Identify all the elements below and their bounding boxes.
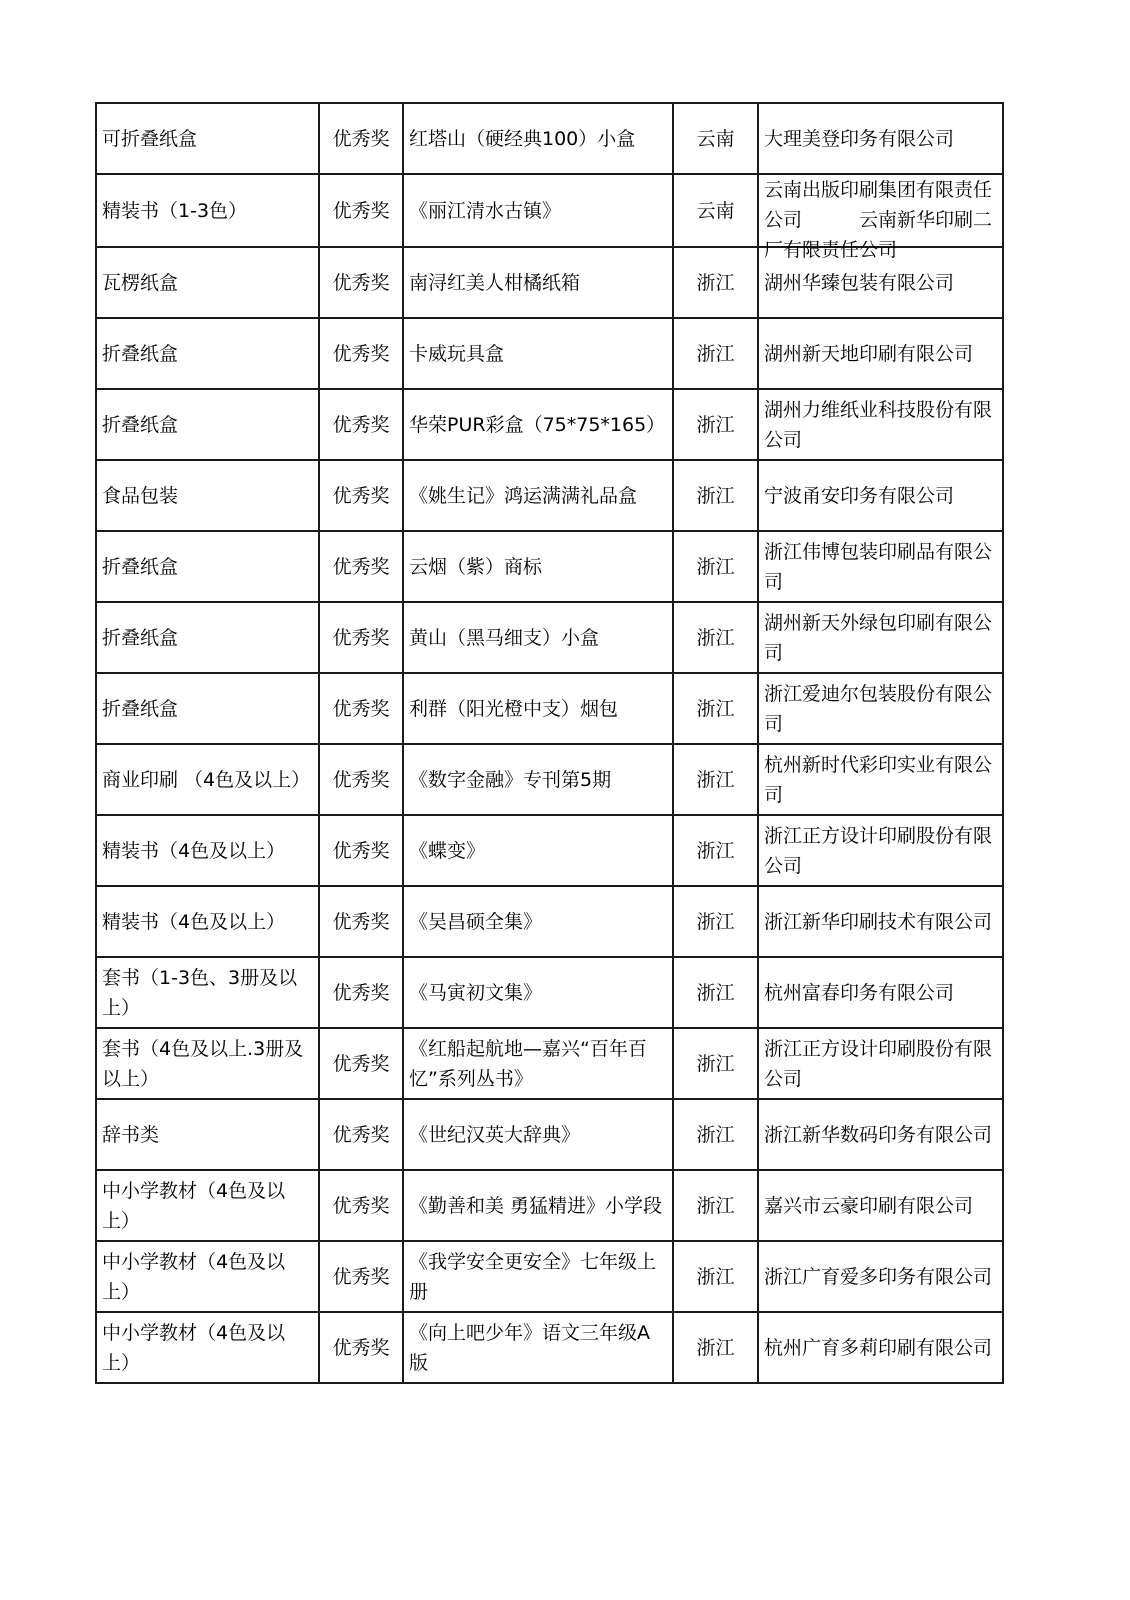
award-text: 优秀奖 bbox=[332, 127, 390, 150]
company-text: 浙江正方设计印刷股份有限公司 bbox=[764, 824, 993, 877]
table-row bbox=[96, 1170, 1003, 1241]
province-cell bbox=[673, 744, 758, 815]
work-text: 《向上吧少年》语文三年级A版 bbox=[409, 1321, 650, 1374]
award-text: 优秀奖 bbox=[332, 342, 390, 365]
province-cell bbox=[673, 460, 758, 531]
category-text: 精装书（4色及以上） bbox=[102, 910, 286, 933]
company-text: 杭州富春印务有限公司 bbox=[764, 981, 955, 1004]
table-row bbox=[96, 602, 1003, 673]
table-row bbox=[96, 957, 1003, 1028]
province-cell bbox=[673, 531, 758, 602]
category-text: 可折叠纸盒 bbox=[102, 127, 198, 150]
province-text: 浙江 bbox=[696, 555, 735, 578]
award-cell bbox=[319, 1312, 403, 1383]
award-text: 优秀奖 bbox=[332, 555, 390, 578]
award-list-sheet bbox=[95, 102, 1002, 1384]
work-text: 《红船起航地—嘉兴“百年百忆”系列丛书》 bbox=[409, 1037, 647, 1090]
table-row bbox=[96, 389, 1003, 460]
category-cell bbox=[96, 744, 319, 815]
category-cell bbox=[96, 318, 319, 389]
work-cell bbox=[403, 103, 673, 174]
category-text: 精装书（4色及以上） bbox=[102, 839, 286, 862]
award-cell bbox=[319, 174, 403, 247]
province-text: 浙江 bbox=[696, 839, 735, 862]
award-text: 优秀奖 bbox=[332, 981, 390, 1004]
company-text: 浙江广育爱多印务有限公司 bbox=[764, 1265, 993, 1288]
category-cell bbox=[96, 602, 319, 673]
category-cell bbox=[96, 815, 319, 886]
company-cell bbox=[758, 602, 1003, 673]
award-cell bbox=[319, 744, 403, 815]
category-cell bbox=[96, 103, 319, 174]
category-text: 中小学教材（4色及以上） bbox=[102, 1321, 286, 1374]
company-text: 大理美登印务有限公司 bbox=[764, 127, 955, 150]
work-cell bbox=[403, 1170, 673, 1241]
award-cell bbox=[319, 815, 403, 886]
company-text: 宁波甬安印务有限公司 bbox=[764, 484, 955, 507]
table-row bbox=[96, 1312, 1003, 1383]
category-text: 折叠纸盒 bbox=[102, 555, 179, 578]
work-text: 《勤善和美 勇猛精进》小学段 bbox=[409, 1194, 663, 1217]
work-text: 红塔山（硬经典100）小盒 bbox=[409, 127, 636, 150]
category-cell bbox=[96, 1312, 319, 1383]
award-cell bbox=[319, 1028, 403, 1099]
category-text: 套书（4色及以上.3册及以上） bbox=[102, 1037, 304, 1090]
category-text: 折叠纸盒 bbox=[102, 697, 179, 720]
province-text: 浙江 bbox=[696, 697, 735, 720]
award-text: 优秀奖 bbox=[332, 1194, 390, 1217]
category-cell bbox=[96, 1028, 319, 1099]
province-cell bbox=[673, 815, 758, 886]
work-cell bbox=[403, 318, 673, 389]
work-cell bbox=[403, 957, 673, 1028]
province-text: 浙江 bbox=[696, 1265, 735, 1288]
award-text: 优秀奖 bbox=[332, 910, 390, 933]
province-text: 浙江 bbox=[696, 1336, 735, 1359]
award-text: 优秀奖 bbox=[332, 626, 390, 649]
category-cell bbox=[96, 1099, 319, 1170]
award-text: 优秀奖 bbox=[332, 1336, 390, 1359]
table-row bbox=[96, 1241, 1003, 1312]
company-text: 杭州新时代彩印实业有限公司 bbox=[764, 753, 993, 806]
award-text: 优秀奖 bbox=[332, 413, 390, 436]
company-text: 浙江爱迪尔包装股份有限公司 bbox=[764, 682, 993, 735]
category-text: 折叠纸盒 bbox=[102, 342, 179, 365]
work-cell bbox=[403, 460, 673, 531]
award-text: 优秀奖 bbox=[332, 199, 390, 222]
company-cell bbox=[758, 460, 1003, 531]
company-cell bbox=[758, 1312, 1003, 1383]
province-cell bbox=[673, 1312, 758, 1383]
category-cell bbox=[96, 957, 319, 1028]
company-cell bbox=[758, 744, 1003, 815]
category-text: 折叠纸盒 bbox=[102, 413, 179, 436]
company-text: 云南出版印刷集团有限责任公司 云南新华印刷二厂有限责任公司 bbox=[764, 179, 993, 261]
company-cell bbox=[758, 673, 1003, 744]
work-text: 《世纪汉英大辞典》 bbox=[409, 1123, 581, 1146]
province-cell bbox=[673, 174, 758, 247]
award-cell bbox=[319, 602, 403, 673]
province-cell bbox=[673, 103, 758, 174]
table-row bbox=[96, 531, 1003, 602]
province-text: 云南 bbox=[696, 199, 735, 222]
work-cell bbox=[403, 389, 673, 460]
award-text: 优秀奖 bbox=[332, 1265, 390, 1288]
award-cell bbox=[319, 1241, 403, 1312]
award-cell bbox=[319, 460, 403, 531]
company-cell bbox=[758, 103, 1003, 174]
award-text: 优秀奖 bbox=[332, 1052, 390, 1075]
category-cell bbox=[96, 673, 319, 744]
work-cell bbox=[403, 1028, 673, 1099]
work-text: 利群（阳光橙中支）烟包 bbox=[409, 697, 619, 720]
award-cell bbox=[319, 957, 403, 1028]
company-cell bbox=[758, 1241, 1003, 1312]
company-cell bbox=[758, 531, 1003, 602]
work-cell bbox=[403, 744, 673, 815]
work-text: 黄山（黑马细支）小盒 bbox=[409, 626, 600, 649]
province-text: 浙江 bbox=[696, 342, 735, 365]
work-text: 《姚生记》鸿运满满礼品盒 bbox=[409, 484, 638, 507]
company-cell bbox=[758, 1099, 1003, 1170]
category-cell bbox=[96, 886, 319, 957]
company-text: 杭州广育多莉印刷有限公司 bbox=[764, 1336, 993, 1359]
table-row bbox=[96, 103, 1003, 174]
company-text: 浙江正方设计印刷股份有限公司 bbox=[764, 1037, 993, 1090]
award-cell bbox=[319, 247, 403, 318]
province-cell bbox=[673, 957, 758, 1028]
work-cell bbox=[403, 531, 673, 602]
award-text: 优秀奖 bbox=[332, 271, 390, 294]
company-text: 湖州新天外绿包印刷有限公司 bbox=[764, 611, 993, 664]
province-text: 浙江 bbox=[696, 981, 735, 1004]
work-cell bbox=[403, 886, 673, 957]
award-text: 优秀奖 bbox=[332, 484, 390, 507]
table-row bbox=[96, 460, 1003, 531]
work-cell bbox=[403, 1099, 673, 1170]
award-text: 优秀奖 bbox=[332, 768, 390, 791]
award-cell bbox=[319, 673, 403, 744]
table-row bbox=[96, 815, 1003, 886]
province-text: 浙江 bbox=[696, 484, 735, 507]
table-row bbox=[96, 744, 1003, 815]
work-cell bbox=[403, 815, 673, 886]
work-cell bbox=[403, 1241, 673, 1312]
category-text: 食品包装 bbox=[102, 484, 179, 507]
company-cell bbox=[758, 1028, 1003, 1099]
province-cell bbox=[673, 673, 758, 744]
province-cell bbox=[673, 389, 758, 460]
work-text: 卡威玩具盒 bbox=[409, 342, 505, 365]
province-text: 浙江 bbox=[696, 626, 735, 649]
company-text: 浙江新华数码印务有限公司 bbox=[764, 1123, 993, 1146]
province-text: 浙江 bbox=[696, 1052, 735, 1075]
work-text: 南浔红美人柑橘纸箱 bbox=[409, 271, 581, 294]
category-cell bbox=[96, 247, 319, 318]
work-cell bbox=[403, 602, 673, 673]
work-text: 《丽江清水古镇》 bbox=[409, 199, 562, 222]
work-text: 《数字金融》专刊第5期 bbox=[409, 768, 612, 791]
table-row bbox=[96, 318, 1003, 389]
category-text: 中小学教材（4色及以上） bbox=[102, 1250, 286, 1303]
province-text: 浙江 bbox=[696, 1123, 735, 1146]
award-cell bbox=[319, 886, 403, 957]
award-cell bbox=[319, 389, 403, 460]
award-cell bbox=[319, 531, 403, 602]
company-text: 浙江伟博包装印刷品有限公司 bbox=[764, 540, 993, 593]
award-cell bbox=[319, 1170, 403, 1241]
category-cell bbox=[96, 531, 319, 602]
province-cell bbox=[673, 1099, 758, 1170]
province-cell bbox=[673, 1170, 758, 1241]
work-cell bbox=[403, 247, 673, 318]
award-text: 优秀奖 bbox=[332, 697, 390, 720]
work-text: 《我学安全更安全》七年级上册 bbox=[409, 1250, 657, 1303]
category-cell bbox=[96, 174, 319, 247]
province-cell bbox=[673, 1028, 758, 1099]
company-text: 湖州新天地印刷有限公司 bbox=[764, 342, 974, 365]
award-cell bbox=[319, 103, 403, 174]
award-text: 优秀奖 bbox=[332, 839, 390, 862]
province-cell bbox=[673, 602, 758, 673]
province-text: 浙江 bbox=[696, 413, 735, 436]
province-text: 浙江 bbox=[696, 768, 735, 791]
company-cell bbox=[758, 389, 1003, 460]
table-row bbox=[96, 1099, 1003, 1170]
category-text: 套书（1-3色、3册及以上） bbox=[102, 966, 298, 1019]
company-text: 湖州力维纸业科技股份有限公司 bbox=[764, 398, 993, 451]
company-cell bbox=[758, 815, 1003, 886]
work-cell bbox=[403, 1312, 673, 1383]
province-cell bbox=[673, 886, 758, 957]
company-cell bbox=[758, 174, 1003, 261]
company-cell bbox=[758, 318, 1003, 389]
province-text: 浙江 bbox=[696, 910, 735, 933]
award-text: 优秀奖 bbox=[332, 1123, 390, 1146]
table-row bbox=[96, 1028, 1003, 1099]
category-text: 辞书类 bbox=[102, 1123, 160, 1146]
category-text: 瓦楞纸盒 bbox=[102, 271, 179, 294]
award-table bbox=[95, 102, 1004, 1384]
company-text: 嘉兴市云豪印刷有限公司 bbox=[764, 1194, 974, 1217]
award-cell bbox=[319, 318, 403, 389]
work-cell bbox=[403, 673, 673, 744]
category-cell bbox=[96, 1241, 319, 1312]
award-table-body bbox=[96, 103, 1003, 1383]
company-cell bbox=[758, 957, 1003, 1028]
work-text: 《马寅初文集》 bbox=[409, 981, 543, 1004]
province-text: 浙江 bbox=[696, 271, 735, 294]
province-text: 浙江 bbox=[696, 1194, 735, 1217]
category-text: 中小学教材（4色及以上） bbox=[102, 1179, 286, 1232]
category-cell bbox=[96, 389, 319, 460]
category-text: 商业印刷 （4色及以上） bbox=[102, 768, 311, 791]
table-row bbox=[96, 673, 1003, 744]
category-text: 折叠纸盒 bbox=[102, 626, 179, 649]
category-text: 精装书（1-3色） bbox=[102, 199, 248, 222]
award-cell bbox=[319, 1099, 403, 1170]
company-text: 浙江新华印刷技术有限公司 bbox=[764, 910, 993, 933]
work-cell bbox=[403, 174, 673, 247]
work-text: 《蝶变》 bbox=[409, 839, 486, 862]
work-text: 云烟（紫）商标 bbox=[409, 555, 543, 578]
company-text: 湖州华臻包装有限公司 bbox=[764, 271, 955, 294]
province-cell bbox=[673, 318, 758, 389]
company-cell bbox=[758, 886, 1003, 957]
category-cell bbox=[96, 1170, 319, 1241]
category-cell bbox=[96, 460, 319, 531]
province-cell bbox=[673, 247, 758, 318]
table-row bbox=[96, 886, 1003, 957]
work-text: 《吴昌硕全集》 bbox=[409, 910, 543, 933]
province-cell bbox=[673, 1241, 758, 1312]
work-text: 华荣PUR彩盒（75*75*165） bbox=[409, 413, 666, 436]
table-row bbox=[96, 174, 1003, 247]
province-text: 云南 bbox=[696, 127, 735, 150]
company-cell bbox=[758, 1170, 1003, 1241]
